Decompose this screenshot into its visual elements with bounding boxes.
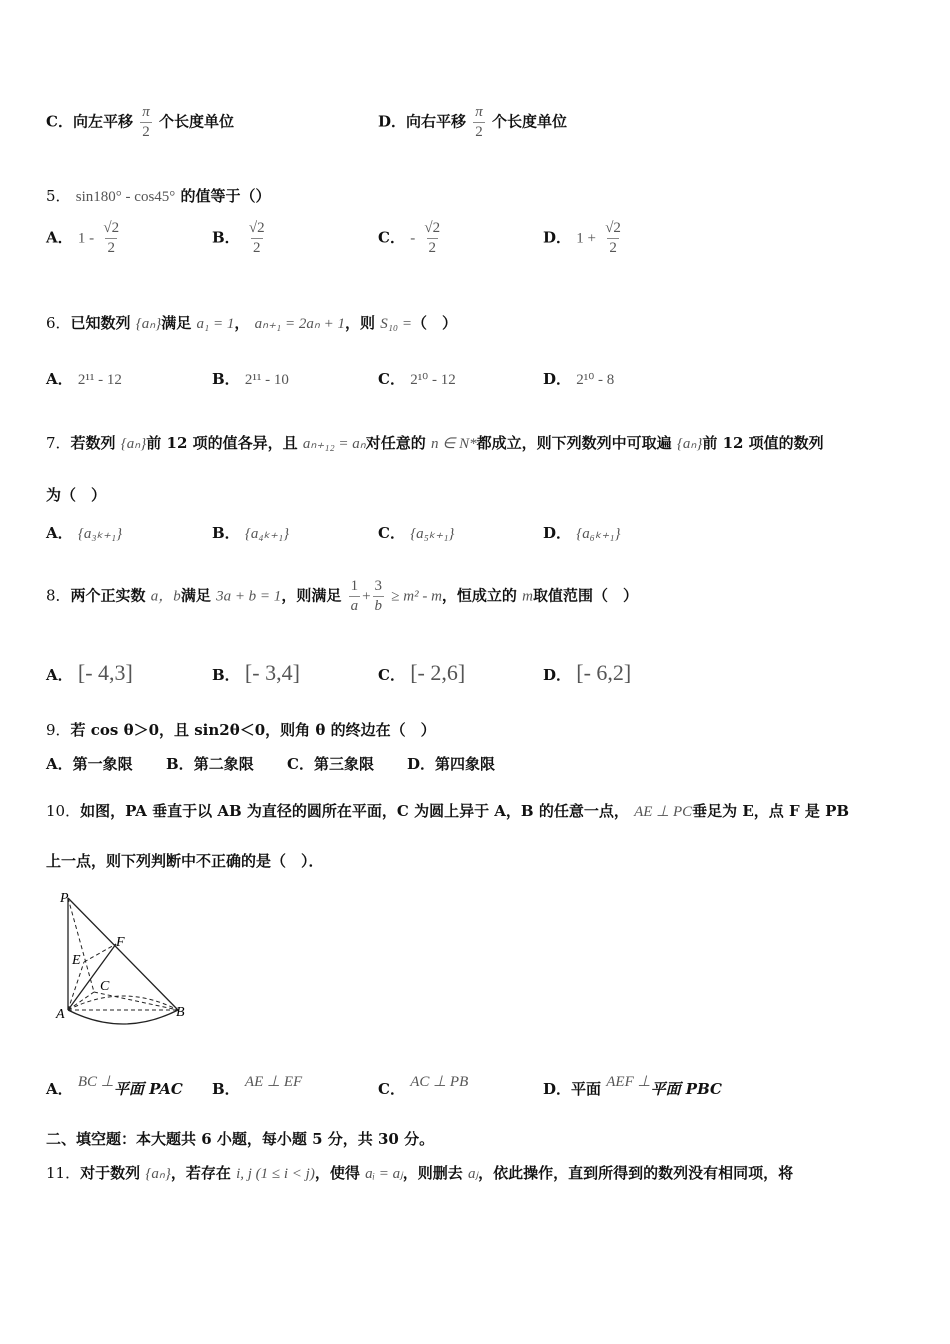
q10-stem-line2: 上一点，则下列判断中不正确的是（ ）． [46, 852, 324, 870]
q7-option-a: A． {a₃ₖ₊₁} [46, 524, 123, 542]
q8-option-d: D． [- 6,2] [543, 660, 632, 685]
q4-option-c: C．向左平移 $\frac{\pi}{2}$ 个长度单位 [46, 104, 234, 140]
q5-stem: 5． sin180° - cos45° 的值等于（） [46, 187, 271, 205]
q6-option-d: D． 2¹⁰ - 8 [543, 370, 615, 388]
q6-stem: 6．已知数列 {aₙ}满足 a₁ = 1， aₙ₊₁ = 2aₙ + 1，则 S₁₀ =（ ） [46, 314, 458, 332]
q9-stem: 9．若 cos θ＞0，且 sin2θ＜0，则角 θ 的终边在（ ） [46, 721, 436, 739]
q6-option-c: C． 2¹⁰ - 12 [378, 370, 456, 388]
label-b: B [176, 1005, 185, 1020]
q6-option-b: B． 2¹¹ - 10 [212, 370, 289, 388]
q7-stem-line2: 为（ ） [46, 486, 107, 504]
q7-option-b: B． {a₄ₖ₊₁} [212, 524, 290, 542]
q8-option-c: C． [- 2,6] [378, 660, 466, 685]
q9-option-b: B．第二象限 [166, 755, 254, 773]
section2-heading: 二、填空题：本大题共 6 小题，每小题 5 分，共 30 分。 [46, 1130, 435, 1148]
q9-option-a: A．第一象限 [46, 755, 133, 773]
q9-option-c: C．第三象限 [287, 755, 374, 773]
q8-option-b: B． [- 3,4] [212, 660, 300, 685]
q10-option-d: D．平面 AEF ⊥平面 PBC [543, 1074, 722, 1098]
q11-stem: 11．对于数列 {aₙ}，若存在 i, j (1 ≤ i < j)，使得 aᵢ = aⱼ，则删去 aⱼ，依此操作，直到所得到的数列没有相同项，将 [46, 1164, 794, 1182]
q10-stem: 10．如图，PA 垂直于以 AB 为直径的圆所在平面，C 为圆上异于 A，B 的任意一点， AE ⊥ PC垂足为 E，点 F 是 PB [46, 802, 850, 820]
q5-option-b: B． $\frac{√2}{2}$ [212, 220, 265, 256]
label-c: C [100, 979, 110, 994]
q7-option-c: C． {a₅ₖ₊₁} [378, 524, 455, 542]
q5-option-c: C． - $\frac{√2}{2}$ [378, 220, 441, 256]
q5-option-a: A． 1 - $\frac{√2}{2}$ [46, 220, 120, 256]
label-a: A [56, 1007, 65, 1022]
q4-option-d: D．向右平移 $\frac{\pi}{2}$ 个长度单位 [378, 104, 568, 140]
q10-option-c: C． AC ⊥ PB [378, 1074, 469, 1098]
label-f: F [116, 935, 125, 950]
label-p: P [60, 891, 69, 906]
q10-option-a: A． BC ⊥平面 PAC [46, 1074, 183, 1098]
q10-option-b: B． AE ⊥ EF [212, 1074, 303, 1098]
q6-option-a: A． 2¹¹ - 12 [46, 370, 122, 388]
q8-option-a: A． [- 4,3] [46, 660, 133, 685]
q10-pyramid-figure [50, 886, 200, 1036]
label-e: E [72, 953, 81, 968]
q7-option-d: D． {a₆ₖ₊₁} [543, 524, 621, 542]
q7-stem: 7．若数列 {aₙ}前 12 项的值各异，且 aₙ₊₁₂ = aₙ对任意的 n ∈ N*都成立，则下列数列中可取遍 {aₙ}前 12 项值的数列 [46, 434, 824, 452]
q8-stem: 8．两个正实数 a，b满足 3a + b = 1，则满足 $\frac{1}{a}$ + $\frac{3}{b}$ ≥ m² - m，恒成立的 m取值范围（ ） [46, 578, 639, 614]
q9-option-d: D．第四象限 [407, 755, 496, 773]
q5-option-d: D． 1 + $\frac{√2}{2}$ [543, 220, 621, 256]
